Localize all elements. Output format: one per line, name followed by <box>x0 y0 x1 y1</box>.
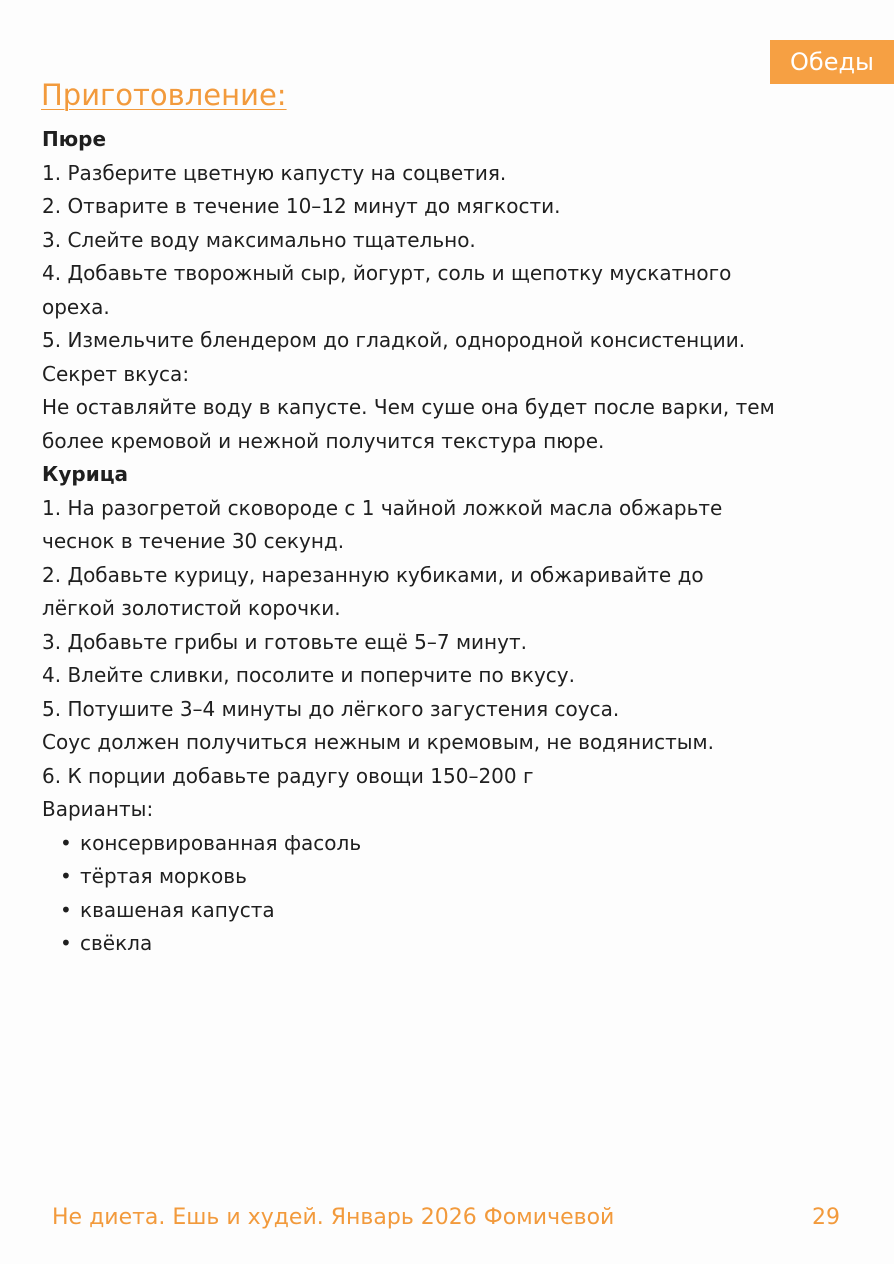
bullet-icon: • <box>60 830 72 855</box>
chicken-step-5: 5. Потушите 3–4 минуты до лёгкого загустения соуса. <box>42 696 620 721</box>
puree-step-1: 1. Разберите цветную капусту на соцветия. <box>42 160 507 185</box>
page-number: 29 <box>812 1205 840 1230</box>
chicken-step-1-continued: чеснок в течение 30 секунд. <box>42 529 345 553</box>
puree-step-4: 4. Добавьте творожный сыр, йогурт, соль и щепотку мускатного <box>42 261 732 285</box>
puree-step-5: 5. Измельчите блендером до гладкой, однородной консистенции. <box>42 328 746 352</box>
puree-secret-text: Не оставляйте воду в капусте. Чем суше она будет после варки, тем <box>42 395 775 419</box>
chicken-step-3: 3. Добавьте грибы и готовьте ещё 5–7 минут. <box>42 629 527 654</box>
bullet-icon: • <box>60 897 72 922</box>
chicken-heading: Курица <box>42 462 129 486</box>
variant-list-item <box>42 894 862 928</box>
chicken-sauce-note: Соус должен получиться нежным и кремовым, не водянистым. <box>42 730 714 754</box>
section-badge: Обеды <box>770 40 894 84</box>
variants-label: Варианты: <box>42 797 154 821</box>
chicken-step-1: 1. На разогретой сковороде с 1 чайной ложкой масла обжарьте <box>42 495 723 520</box>
page-title: Приготовление: <box>41 78 287 112</box>
puree-step-3: 3. Слейте воду максимально тщательно. <box>42 227 476 252</box>
variant-label: консервированная фасоль <box>80 830 362 855</box>
chicken-step-2-continued: лёгкой золотистой корочки. <box>42 596 341 620</box>
puree-heading: Пюре <box>42 127 107 151</box>
puree-step-2: 2. Отварите в течение 10–12 минут до мягкости. <box>42 194 561 218</box>
chicken-step-6: 6. К порции добавьте радугу овощи 150–200 г <box>42 763 534 788</box>
variant-label: свёкла <box>80 931 153 955</box>
footer-book-title: Не диета. Ешь и худей. Январь 2026 Фомичевой <box>52 1205 615 1230</box>
bullet-icon: • <box>60 864 72 888</box>
puree-step-4-continued: ореха. <box>42 294 110 319</box>
variant-list-item <box>42 860 862 894</box>
variant-label: тёртая морковь <box>80 864 247 888</box>
puree-secret-label: Секрет вкуса: <box>42 361 190 386</box>
bullet-icon: • <box>60 931 72 955</box>
recipe-instructions <box>42 123 862 961</box>
variant-list-item <box>42 827 862 861</box>
variant-list-item <box>42 927 862 961</box>
chicken-step-4: 4. Влейте сливки, посолите и поперчите по вкусу. <box>42 663 575 687</box>
chicken-step-2: 2. Добавьте курицу, нарезанную кубиками, и обжаривайте до <box>42 562 704 587</box>
puree-secret-text-continued: более кремовой и нежной получится текстура пюре. <box>42 428 605 453</box>
variant-label: квашеная капуста <box>80 897 275 922</box>
